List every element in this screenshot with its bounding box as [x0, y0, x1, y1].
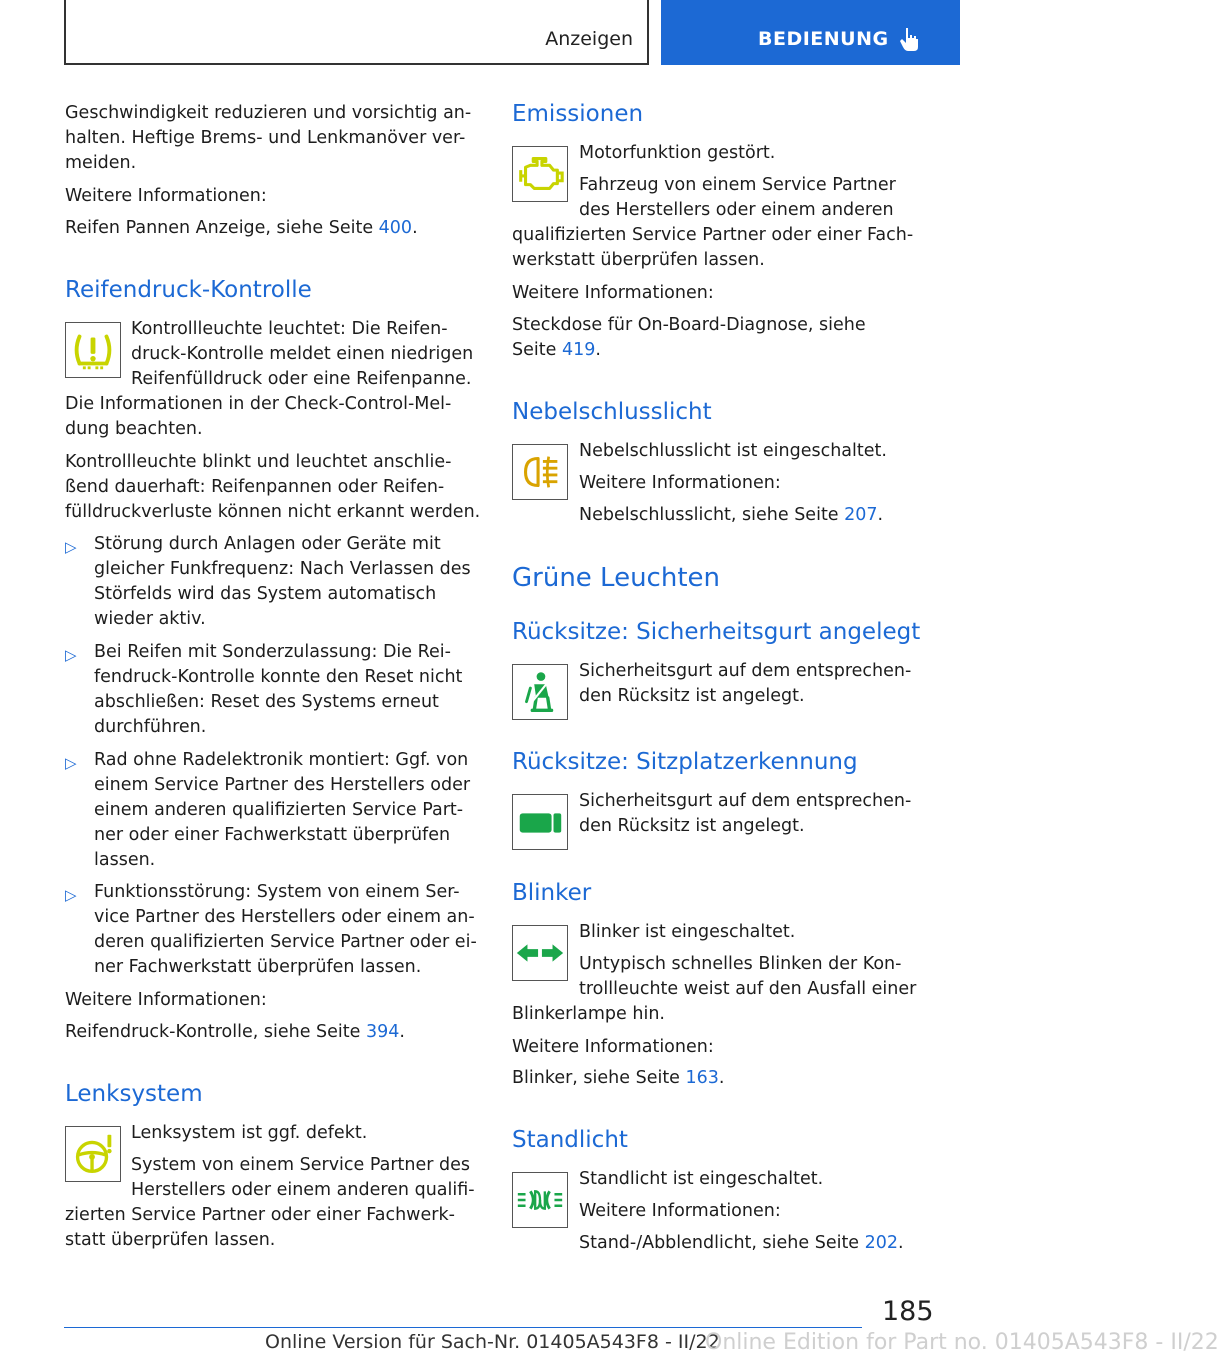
section-title-parking-light: Standlicht: [512, 1127, 628, 1153]
bullet-line: Störung durch Anlagen oder Geräte mit: [94, 534, 441, 554]
belt-text-line: Sicherheitsgurt auf dem entsprechen-: [579, 661, 912, 681]
page-link[interactable]: 207: [844, 505, 878, 525]
section-title-seat-detection: Rücksitze: Sitzplatzerkennung: [512, 749, 858, 775]
steering-warning-icon: [65, 1126, 121, 1182]
turn-signal-text-line: Untypisch schnelles Blinken der Kon-: [579, 954, 902, 974]
tire-text-line: dung beachten.: [65, 419, 203, 439]
seat-text-line: den Rücksitz ist angelegt.: [579, 816, 805, 836]
page-reference: Reifendruck-Kontrolle, siehe Seite 394.: [65, 1022, 405, 1042]
turn-signal-text-line: Blinker ist eingeschaltet.: [579, 922, 796, 942]
section-title-rear-belt: Rücksitze: Sicherheitsgurt angelegt: [512, 619, 921, 645]
page-reference: Nebelschlusslicht, siehe Seite 207.: [579, 505, 884, 525]
turn-signal-text-line: Blinkerlampe hin.: [512, 1004, 665, 1024]
steering-text-line: statt überprüfen lassen.: [65, 1230, 276, 1250]
steering-text-line: zierten Service Partner oder einer Fachwerk-: [65, 1205, 455, 1225]
bullet-marker: ▷: [65, 886, 77, 904]
tire-blink-line: fülldruckverluste können nicht erkannt werden.: [65, 502, 481, 522]
turn-signal-text-line: trollleuchte weist auf den Ausfall einer: [579, 979, 917, 999]
page-link[interactable]: 419: [561, 340, 596, 360]
tire-text-line: druck-Kontrolle meldet einen niedrigen: [131, 344, 474, 364]
bullet-line: einem Service Partner des Herstellers oder: [94, 775, 471, 795]
page-reference-text: Blinker, siehe Seite: [512, 1068, 686, 1088]
page-link[interactable]: 202: [864, 1233, 899, 1253]
bullet-line: ner Fachwerkstatt überprüfen lassen.: [94, 957, 422, 977]
engine-warning-icon: [512, 146, 568, 202]
tire-text-line: Reifenfülldruck oder eine Reifenpanne.: [131, 369, 472, 389]
bullet-line: Störfelds wird das System automatisch: [94, 584, 437, 604]
seat-occupancy-icon: [512, 794, 568, 850]
tire-blink-line: Kontrollleuchte blinkt und leuchtet anschlie-: [65, 452, 452, 472]
bullet-line: lassen.: [94, 850, 156, 870]
more-info-label: Weitere Informationen:: [512, 283, 714, 303]
bullet-line: Rad ohne Radelektronik montiert: Ggf. von: [94, 750, 469, 770]
header-chapter-tab: [661, 0, 960, 65]
more-info-label: Weitere Informationen:: [65, 186, 267, 206]
tire-blink-line: ßend dauerhaft: Reifenpannen oder Reifen-: [65, 477, 445, 497]
footer-divider: [64, 1327, 862, 1328]
bullet-marker: ▷: [65, 754, 77, 772]
bullet-line: abschließen: Reset des Systems erneut: [94, 692, 439, 712]
page-reference-text: Reifendruck-Kontrolle, siehe Seite: [65, 1022, 366, 1042]
page-link[interactable]: 394: [365, 1022, 400, 1042]
bullet-line: vice Partner des Herstellers oder einem an-: [94, 907, 475, 927]
section-title-steering: Lenksystem: [65, 1081, 203, 1107]
emissions-text-line: qualifizierten Service Partner oder einer Fach-: [512, 225, 914, 245]
page-link[interactable]: 400: [378, 218, 413, 238]
turn-signal-icon: [512, 925, 568, 981]
section-title-green-lights: Grüne Leuchten: [512, 563, 720, 593]
page-number: 185: [882, 1296, 934, 1327]
header-chapter-label: BEDIENUNG: [758, 28, 889, 50]
seatbelt-fastened-icon: [512, 664, 568, 720]
tire-pressure-warning-icon: [65, 322, 121, 378]
parking-text-line: Standlicht ist eingeschaltet.: [579, 1169, 824, 1189]
emissions-text-line: werkstatt überprüfen lassen.: [512, 250, 765, 270]
page-reference: Seite 419.: [512, 340, 601, 360]
page-reference: Blinker, siehe Seite 163.: [512, 1068, 725, 1088]
parking-light-icon: [512, 1172, 568, 1228]
bullet-line: gleicher Funkfrequenz: Nach Verlassen des: [94, 559, 471, 579]
bullet-marker: ▷: [65, 646, 77, 664]
emissions-text-line: Motorfunktion gestört.: [579, 143, 776, 163]
bullet-marker: ▷: [65, 538, 77, 556]
bullet-line: wieder aktiv.: [94, 609, 206, 629]
more-info-label: Weitere Informationen:: [579, 473, 781, 493]
belt-text-line: den Rücksitz ist angelegt.: [579, 686, 805, 706]
bullet-line: ner oder einer Fachwerkstatt überprüfen: [94, 825, 451, 845]
section-title-tire-pressure: Reifendruck-Kontrolle: [65, 277, 312, 303]
page-reference: Reifen Pannen Anzeige, siehe Seite 400.: [65, 218, 418, 238]
bullet-line: durchführen.: [94, 717, 207, 737]
tire-text-line: Die Informationen in der Check-Control-Mel-: [65, 394, 452, 414]
header-section-tab: [64, 0, 649, 65]
more-info-label: Weitere Informationen:: [579, 1201, 781, 1221]
section-title-emissions: Emissionen: [512, 101, 644, 127]
page-reference: Stand-/Abblendlicht, siehe Seite 202.: [579, 1233, 904, 1253]
header-section-label: Anzeigen: [545, 28, 633, 50]
emissions-text-line: Fahrzeug von einem Service Partner: [579, 175, 896, 195]
seat-text-line: Sicherheitsgurt auf dem entsprechen-: [579, 791, 912, 811]
page-reference-text: Stand-/Abblendlicht, siehe Seite: [579, 1233, 865, 1253]
bullet-line: Funktionsstörung: System von einem Ser-: [94, 882, 460, 902]
page-reference-text: Seite: [512, 340, 562, 360]
watermark-text: Online Edition for Part no. 01405A543F8 - II/22: [705, 1330, 1219, 1355]
steering-text-line: System von einem Service Partner des: [131, 1155, 471, 1175]
fog-text-line: Nebelschlusslicht ist eingeschaltet.: [579, 441, 887, 461]
page-reference-text: Nebelschlusslicht, siehe Seite: [579, 505, 845, 525]
more-info-label: Weitere Informationen:: [512, 1037, 714, 1057]
bullet-line: deren qualifizierten Service Partner oder ei-: [94, 932, 477, 952]
steering-text-line: Lenksystem ist ggf. defekt.: [131, 1123, 368, 1143]
section-title-turn-signal: Blinker: [512, 880, 592, 906]
section-title-rear-fog: Nebelschlusslicht: [512, 399, 712, 425]
footer-online-version: Online Version für Sach-Nr. 01405A543F8 - II/22: [265, 1331, 720, 1353]
rear-fog-light-icon: [512, 444, 568, 500]
emissions-text-line: des Herstellers oder einem anderen: [579, 200, 894, 220]
intro-line: meiden.: [65, 153, 137, 173]
page-link[interactable]: 163: [685, 1068, 719, 1088]
page-reference-text: Reifen Pannen Anzeige, siehe Seite: [65, 218, 379, 238]
intro-line: halten. Heftige Brems- und Lenkmanöver ver-: [65, 128, 466, 148]
bullet-line: fendruck-Kontrolle konnte den Reset nicht: [94, 667, 463, 687]
more-info-label: Weitere Informationen:: [65, 990, 267, 1010]
bullet-line: einem anderen qualifizierten Service Part-: [94, 800, 464, 820]
page-reference-line: Steckdose für On-Board-Diagnose, siehe: [512, 315, 866, 335]
bullet-line: Bei Reifen mit Sonderzulassung: Die Rei-: [94, 642, 451, 662]
pointing-hand-icon: [899, 26, 921, 52]
steering-text-line: Herstellers oder einem anderen qualifi-: [131, 1180, 475, 1200]
intro-line: Geschwindigkeit reduzieren und vorsichtig an-: [65, 103, 472, 123]
tire-text-line: Kontrollleuchte leuchtet: Die Reifen-: [131, 319, 448, 339]
